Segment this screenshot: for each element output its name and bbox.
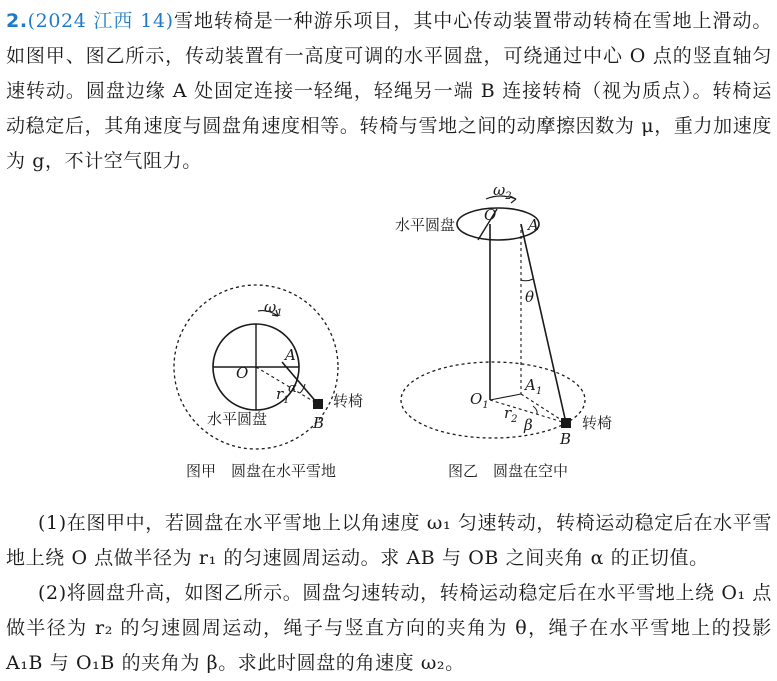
- fig-a-disk-label: 水平圆盘: [207, 410, 268, 428]
- fig-a-r1-label: $r_1$: [276, 385, 290, 406]
- question-2-text: (2)将圆盘升高，如图乙所示。圆盘匀速转动，转椅运动稳定后在水平雪地上绕 O₁ 点做半径为 r₂ 的匀速圆周运动，绳子与竖直方向的夹角为 θ，绳子在水平雪地上的投影 A₁B 与 O₁B 的夹角为 β。求此时圆盘的角速度 ω₂。: [6, 582, 772, 674]
- fig-a-alpha-label: α: [288, 381, 297, 396]
- question-1-text: (1)在图甲中，若圆盘在水平雪地上以角速度 ω₁ 匀速转动，转椅运动稳定后在水平雪地上绕 O 点做半径为 r₁ 的匀速圆周运动。求 AB 与 OB 之间夹角 α 的正切值。: [6, 512, 772, 569]
- fig-b-point-a: A: [528, 216, 539, 234]
- fig-b-point-o: O: [484, 206, 497, 224]
- problem-intro-text: 雪地转椅是一种游乐项目，其中心传动装置带动转椅在雪地上滑动。如图甲、图乙所示，传动装置有一高度可调的水平圆盘，可绕通过中心 O 点的竖直轴匀速转动。圆盘边缘 A 处固定连接一轻绳，轻绳另一端 B 连接转椅（视为质点）。转椅运动稳定后，其角速度与圆盘角速度相等。转椅与雪地之间的动摩擦因数为 μ，重力加速度为 g，不计空气阻力。: [6, 10, 772, 172]
- question-1: [6, 506, 772, 576]
- fig-b-line-o1a1: [490, 394, 521, 400]
- fig-b-disk-label: 水平圆盘: [395, 216, 456, 234]
- fig-a-chair-marker: [313, 399, 323, 409]
- fig-b-point-a1: $A_1$: [525, 376, 543, 397]
- fig-b-chair-label: 转椅: [582, 414, 613, 432]
- fig-a-caption: 图甲 圆盘在水平雪地: [186, 462, 337, 480]
- problem-number: 2.: [6, 10, 28, 32]
- fig-b-beta-label: β: [524, 416, 533, 434]
- fig-b-caption: 图乙 圆盘在空中: [448, 462, 569, 480]
- figure-b-labels: [395, 181, 612, 480]
- fig-b-beta-arc: [533, 406, 537, 414]
- fig-b-r2-label: $r_2$: [504, 404, 518, 425]
- fig-a-omega-label: $\omega_1$: [264, 298, 283, 319]
- fig-b-omega-label: $\omega_2$: [493, 181, 512, 202]
- problem-source: (2024 江西 14): [27, 10, 174, 32]
- fig-a-chair-label: 转椅: [333, 392, 364, 410]
- fig-a-point-a: A: [285, 346, 296, 364]
- question-2: [6, 576, 772, 681]
- fig-b-theta-arc: [521, 279, 533, 281]
- fig-a-point-b: B: [313, 414, 325, 432]
- fig-b-point-o1: $O_1$: [470, 390, 489, 411]
- fig-b-chair-marker: [561, 418, 571, 428]
- fig-a-point-o: O: [236, 364, 249, 382]
- fig-b-point-b: B: [560, 430, 572, 448]
- figure-a-labels: [186, 298, 363, 480]
- fig-b-theta-label: θ: [525, 288, 535, 306]
- fig-b-orbit-ellipse: [401, 362, 585, 438]
- fig-b-disk: [457, 208, 539, 240]
